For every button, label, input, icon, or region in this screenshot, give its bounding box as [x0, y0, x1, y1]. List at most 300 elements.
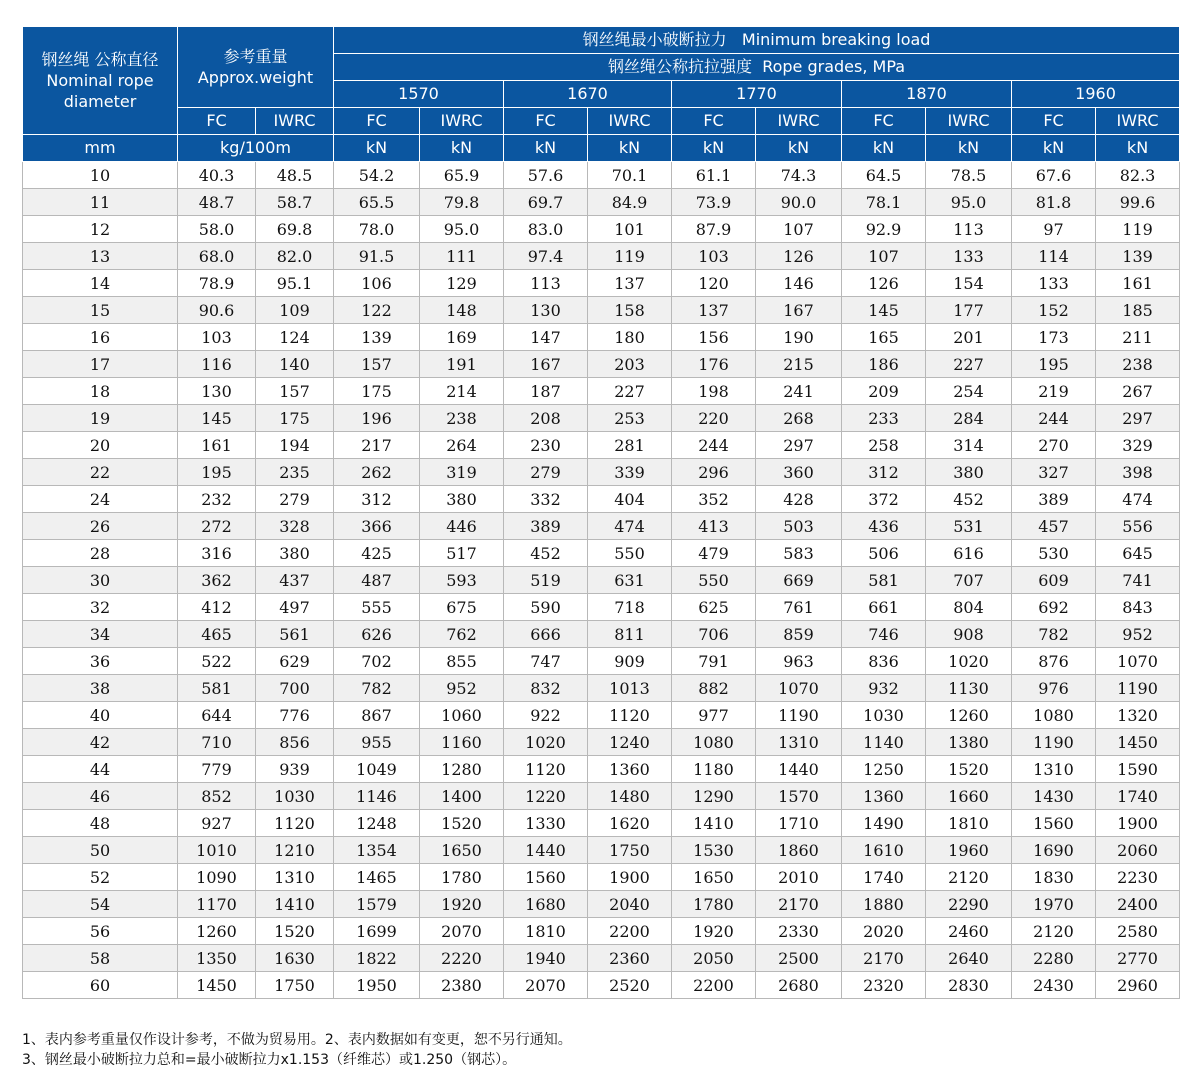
value-cell: 57.6	[504, 162, 588, 189]
value-cell: 631	[588, 567, 672, 594]
diameter-header-en-1: Nominal rope	[46, 71, 154, 90]
value-cell: 761	[756, 594, 842, 621]
value-cell: 474	[1096, 486, 1180, 513]
value-cell: 791	[672, 648, 756, 675]
value-cell: 173	[1012, 324, 1096, 351]
value-cell: 195	[1012, 351, 1096, 378]
value-cell: 2200	[672, 972, 756, 999]
value-cell: 116	[178, 351, 256, 378]
value-cell: 268	[756, 405, 842, 432]
value-cell: 436	[842, 513, 926, 540]
value-cell: 139	[1096, 243, 1180, 270]
value-cell: 126	[756, 243, 842, 270]
value-cell: 203	[588, 351, 672, 378]
value-cell: 522	[178, 648, 256, 675]
value-cell: 1440	[756, 756, 842, 783]
table-row	[23, 972, 1180, 999]
value-cell: 2120	[926, 864, 1012, 891]
rope-spec-table-container	[22, 26, 1179, 999]
diameter-cell: 40	[23, 702, 178, 729]
table-row	[23, 378, 1180, 405]
diameter-cell: 19	[23, 405, 178, 432]
value-cell: 669	[756, 567, 842, 594]
value-cell: 175	[334, 378, 420, 405]
diameter-cell: 60	[23, 972, 178, 999]
value-cell: 1710	[756, 810, 842, 837]
value-cell: 856	[256, 729, 334, 756]
table-row	[23, 594, 1180, 621]
value-cell: 258	[842, 432, 926, 459]
table-row	[23, 864, 1180, 891]
value-cell: 241	[756, 378, 842, 405]
value-cell: 2040	[588, 891, 672, 918]
value-cell: 82.3	[1096, 162, 1180, 189]
table-row	[23, 918, 1180, 945]
value-cell: 1030	[256, 783, 334, 810]
value-cell: 1699	[334, 918, 420, 945]
value-cell: 146	[756, 270, 842, 297]
value-cell: 389	[504, 513, 588, 540]
value-cell: 666	[504, 621, 588, 648]
value-cell: 843	[1096, 594, 1180, 621]
value-cell: 90.0	[756, 189, 842, 216]
value-cell: 97	[1012, 216, 1096, 243]
value-cell: 372	[842, 486, 926, 513]
value-cell: 67.6	[1012, 162, 1096, 189]
value-cell: 1250	[842, 756, 926, 783]
diameter-cell: 14	[23, 270, 178, 297]
table-row	[23, 756, 1180, 783]
weight-header-cn: 参考重量	[223, 47, 288, 66]
rope-spec-table	[22, 26, 1180, 999]
value-cell: 1860	[756, 837, 842, 864]
value-cell: 629	[256, 648, 334, 675]
value-cell: 2010	[756, 864, 842, 891]
value-cell: 1070	[1096, 648, 1180, 675]
value-cell: 1120	[588, 702, 672, 729]
value-cell: 963	[756, 648, 842, 675]
value-cell: 119	[1096, 216, 1180, 243]
value-cell: 852	[178, 783, 256, 810]
value-cell: 530	[1012, 540, 1096, 567]
value-cell: 2400	[1096, 891, 1180, 918]
value-cell: 217	[334, 432, 420, 459]
table-row	[23, 324, 1180, 351]
core-fc-header: FC	[334, 108, 420, 135]
value-cell: 281	[588, 432, 672, 459]
unit-kn-header: kN	[1012, 135, 1096, 162]
value-cell: 211	[1096, 324, 1180, 351]
value-cell: 185	[1096, 297, 1180, 324]
value-cell: 238	[1096, 351, 1180, 378]
table-row	[23, 513, 1180, 540]
value-cell: 312	[842, 459, 926, 486]
value-cell: 68.0	[178, 243, 256, 270]
value-cell: 147	[504, 324, 588, 351]
value-cell: 1210	[256, 837, 334, 864]
value-cell: 616	[926, 540, 1012, 567]
value-cell: 83.0	[504, 216, 588, 243]
value-cell: 264	[420, 432, 504, 459]
value-cell: 1450	[1096, 729, 1180, 756]
value-cell: 1170	[178, 891, 256, 918]
value-cell: 145	[842, 297, 926, 324]
value-cell: 84.9	[588, 189, 672, 216]
value-cell: 1920	[420, 891, 504, 918]
value-cell: 339	[588, 459, 672, 486]
value-cell: 2430	[1012, 972, 1096, 999]
value-cell: 1190	[756, 702, 842, 729]
value-cell: 167	[756, 297, 842, 324]
value-cell: 140	[256, 351, 334, 378]
value-cell: 1610	[842, 837, 926, 864]
value-cell: 254	[926, 378, 1012, 405]
value-cell: 139	[334, 324, 420, 351]
value-cell: 1650	[672, 864, 756, 891]
value-cell: 2680	[756, 972, 842, 999]
value-cell: 398	[1096, 459, 1180, 486]
value-cell: 145	[178, 405, 256, 432]
value-cell: 314	[926, 432, 1012, 459]
value-cell: 2290	[926, 891, 1012, 918]
value-cell: 297	[756, 432, 842, 459]
value-cell: 196	[334, 405, 420, 432]
value-cell: 2500	[756, 945, 842, 972]
core-fc-header: FC	[1012, 108, 1096, 135]
table-row	[23, 432, 1180, 459]
value-cell: 932	[842, 675, 926, 702]
value-cell: 561	[256, 621, 334, 648]
value-cell: 158	[588, 297, 672, 324]
value-cell: 78.9	[178, 270, 256, 297]
value-cell: 922	[504, 702, 588, 729]
value-cell: 832	[504, 675, 588, 702]
core-fc-header: FC	[842, 108, 926, 135]
value-cell: 1520	[926, 756, 1012, 783]
grade-header: 1670	[504, 81, 672, 108]
value-cell: 556	[1096, 513, 1180, 540]
grade-header: 1570	[334, 81, 504, 108]
value-cell: 555	[334, 594, 420, 621]
value-cell: 976	[1012, 675, 1096, 702]
value-cell: 1070	[756, 675, 842, 702]
value-cell: 366	[334, 513, 420, 540]
value-cell: 176	[672, 351, 756, 378]
value-cell: 133	[1012, 270, 1096, 297]
unit-kn-header: kN	[504, 135, 588, 162]
value-cell: 165	[842, 324, 926, 351]
value-cell: 156	[672, 324, 756, 351]
diameter-cell: 52	[23, 864, 178, 891]
value-cell: 194	[256, 432, 334, 459]
value-cell: 2060	[1096, 837, 1180, 864]
diameter-cell: 12	[23, 216, 178, 243]
value-cell: 137	[588, 270, 672, 297]
value-cell: 517	[420, 540, 504, 567]
value-cell: 1190	[1096, 675, 1180, 702]
value-cell: 626	[334, 621, 420, 648]
table-row	[23, 189, 1180, 216]
value-cell: 238	[420, 405, 504, 432]
value-cell: 1410	[672, 810, 756, 837]
value-cell: 2360	[588, 945, 672, 972]
value-cell: 380	[256, 540, 334, 567]
value-cell: 1940	[504, 945, 588, 972]
value-cell: 95.0	[926, 189, 1012, 216]
unit-kn-header: kN	[756, 135, 842, 162]
value-cell: 103	[178, 324, 256, 351]
unit-kn-header: kN	[842, 135, 926, 162]
value-cell: 220	[672, 405, 756, 432]
diameter-cell: 42	[23, 729, 178, 756]
value-cell: 1690	[1012, 837, 1096, 864]
value-cell: 214	[420, 378, 504, 405]
value-cell: 1030	[842, 702, 926, 729]
value-cell: 133	[926, 243, 1012, 270]
grade-header: 1960	[1012, 81, 1180, 108]
value-cell: 191	[420, 351, 504, 378]
value-cell: 48.5	[256, 162, 334, 189]
value-cell: 718	[588, 594, 672, 621]
value-cell: 1810	[926, 810, 1012, 837]
value-cell: 955	[334, 729, 420, 756]
value-cell: 609	[1012, 567, 1096, 594]
unit-kn-header: kN	[1096, 135, 1180, 162]
value-cell: 78.0	[334, 216, 420, 243]
value-cell: 1360	[588, 756, 672, 783]
table-row	[23, 486, 1180, 513]
value-cell: 1740	[1096, 783, 1180, 810]
value-cell: 1013	[588, 675, 672, 702]
value-cell: 284	[926, 405, 1012, 432]
diameter-cell: 46	[23, 783, 178, 810]
value-cell: 1960	[926, 837, 1012, 864]
value-cell: 1560	[1012, 810, 1096, 837]
diameter-cell: 50	[23, 837, 178, 864]
value-cell: 675	[420, 594, 504, 621]
value-cell: 706	[672, 621, 756, 648]
value-cell: 1465	[334, 864, 420, 891]
value-cell: 1520	[256, 918, 334, 945]
unit-kn-header: kN	[926, 135, 1012, 162]
value-cell: 2230	[1096, 864, 1180, 891]
value-cell: 506	[842, 540, 926, 567]
value-cell: 581	[178, 675, 256, 702]
value-cell: 1900	[1096, 810, 1180, 837]
diameter-cell: 10	[23, 162, 178, 189]
value-cell: 87.9	[672, 216, 756, 243]
table-row	[23, 405, 1180, 432]
value-cell: 78.5	[926, 162, 1012, 189]
value-cell: 661	[842, 594, 926, 621]
value-cell: 267	[1096, 378, 1180, 405]
diameter-cell: 58	[23, 945, 178, 972]
value-cell: 111	[420, 243, 504, 270]
diameter-cell: 16	[23, 324, 178, 351]
value-cell: 1740	[842, 864, 926, 891]
value-cell: 64.5	[842, 162, 926, 189]
value-cell: 1570	[756, 783, 842, 810]
table-row	[23, 270, 1180, 297]
value-cell: 1260	[926, 702, 1012, 729]
value-cell: 137	[672, 297, 756, 324]
value-cell: 581	[842, 567, 926, 594]
value-cell: 233	[842, 405, 926, 432]
value-cell: 1900	[588, 864, 672, 891]
value-cell: 1248	[334, 810, 420, 837]
value-cell: 1630	[256, 945, 334, 972]
value-cell: 2580	[1096, 918, 1180, 945]
table-row	[23, 702, 1180, 729]
value-cell: 1350	[178, 945, 256, 972]
value-cell: 939	[256, 756, 334, 783]
value-cell: 927	[178, 810, 256, 837]
table-row	[23, 216, 1180, 243]
value-cell: 232	[178, 486, 256, 513]
value-cell: 130	[178, 378, 256, 405]
table-row	[23, 243, 1180, 270]
diameter-cell: 20	[23, 432, 178, 459]
value-cell: 1380	[926, 729, 1012, 756]
value-cell: 244	[1012, 405, 1096, 432]
diameter-header-cn: 钢丝绳 公称直径	[41, 50, 159, 69]
value-cell: 1430	[1012, 783, 1096, 810]
value-cell: 746	[842, 621, 926, 648]
diameter-cell: 34	[23, 621, 178, 648]
value-cell: 69.8	[256, 216, 334, 243]
value-cell: 779	[178, 756, 256, 783]
table-row	[23, 297, 1180, 324]
value-cell: 1010	[178, 837, 256, 864]
value-cell: 122	[334, 297, 420, 324]
value-cell: 1560	[504, 864, 588, 891]
value-cell: 1579	[334, 891, 420, 918]
value-cell: 58.0	[178, 216, 256, 243]
value-cell: 120	[672, 270, 756, 297]
table-row	[23, 783, 1180, 810]
table-row	[23, 729, 1180, 756]
value-cell: 1120	[504, 756, 588, 783]
value-cell: 106	[334, 270, 420, 297]
value-cell: 40.3	[178, 162, 256, 189]
value-cell: 230	[504, 432, 588, 459]
value-cell: 79.8	[420, 189, 504, 216]
unit-kn-header: kN	[334, 135, 420, 162]
unit-mm-header: mm	[23, 135, 178, 162]
value-cell: 208	[504, 405, 588, 432]
diameter-cell: 17	[23, 351, 178, 378]
footnote-line: 3、钢丝最小破断拉力总和=最小破断拉力x1.153（纤维芯）或1.250（钢芯）。	[22, 1052, 517, 1068]
value-cell: 2460	[926, 918, 1012, 945]
table-row	[23, 837, 1180, 864]
value-cell: 2960	[1096, 972, 1180, 999]
table-row	[23, 891, 1180, 918]
value-cell: 952	[1096, 621, 1180, 648]
value-cell: 404	[588, 486, 672, 513]
value-cell: 190	[756, 324, 842, 351]
value-cell: 425	[334, 540, 420, 567]
value-cell: 710	[178, 729, 256, 756]
value-cell: 1290	[672, 783, 756, 810]
value-cell: 1140	[842, 729, 926, 756]
value-cell: 262	[334, 459, 420, 486]
value-cell: 1310	[256, 864, 334, 891]
diameter-cell: 18	[23, 378, 178, 405]
value-cell: 741	[1096, 567, 1180, 594]
value-cell: 312	[334, 486, 420, 513]
value-cell: 1049	[334, 756, 420, 783]
mbl-header: 钢丝绳最小破断拉力 Minimum breaking load	[334, 27, 1180, 54]
value-cell: 1750	[588, 837, 672, 864]
value-cell: 1080	[1012, 702, 1096, 729]
diameter-cell: 28	[23, 540, 178, 567]
value-cell: 157	[256, 378, 334, 405]
value-cell: 1590	[1096, 756, 1180, 783]
value-cell: 1060	[420, 702, 504, 729]
unit-kn-header: kN	[672, 135, 756, 162]
value-cell: 1880	[842, 891, 926, 918]
value-cell: 909	[588, 648, 672, 675]
value-cell: 130	[504, 297, 588, 324]
value-cell: 487	[334, 567, 420, 594]
value-cell: 90.6	[178, 297, 256, 324]
value-cell: 97.4	[504, 243, 588, 270]
value-cell: 702	[334, 648, 420, 675]
value-cell: 154	[926, 270, 1012, 297]
value-cell: 2320	[842, 972, 926, 999]
value-cell: 78.1	[842, 189, 926, 216]
value-cell: 2830	[926, 972, 1012, 999]
value-cell: 1450	[178, 972, 256, 999]
value-cell: 95.1	[256, 270, 334, 297]
table-row	[23, 945, 1180, 972]
diameter-cell: 22	[23, 459, 178, 486]
value-cell: 235	[256, 459, 334, 486]
unit-weight-header: kg/100m	[178, 135, 334, 162]
value-cell: 479	[672, 540, 756, 567]
value-cell: 328	[256, 513, 334, 540]
value-cell: 209	[842, 378, 926, 405]
value-cell: 332	[504, 486, 588, 513]
value-cell: 157	[334, 351, 420, 378]
weight-header	[178, 27, 334, 108]
value-cell: 804	[926, 594, 1012, 621]
value-cell: 590	[504, 594, 588, 621]
value-cell: 113	[926, 216, 1012, 243]
value-cell: 446	[420, 513, 504, 540]
value-cell: 186	[842, 351, 926, 378]
value-cell: 428	[756, 486, 842, 513]
table-row	[23, 567, 1180, 594]
table-row	[23, 162, 1180, 189]
value-cell: 272	[178, 513, 256, 540]
value-cell: 2070	[504, 972, 588, 999]
value-cell: 497	[256, 594, 334, 621]
table-row	[23, 648, 1180, 675]
value-cell: 296	[672, 459, 756, 486]
value-cell: 1354	[334, 837, 420, 864]
value-cell: 977	[672, 702, 756, 729]
diameter-cell: 11	[23, 189, 178, 216]
value-cell: 867	[334, 702, 420, 729]
value-cell: 270	[1012, 432, 1096, 459]
diameter-cell: 30	[23, 567, 178, 594]
value-cell: 2770	[1096, 945, 1180, 972]
value-cell: 360	[756, 459, 842, 486]
value-cell: 876	[1012, 648, 1096, 675]
value-cell: 531	[926, 513, 1012, 540]
value-cell: 380	[420, 486, 504, 513]
